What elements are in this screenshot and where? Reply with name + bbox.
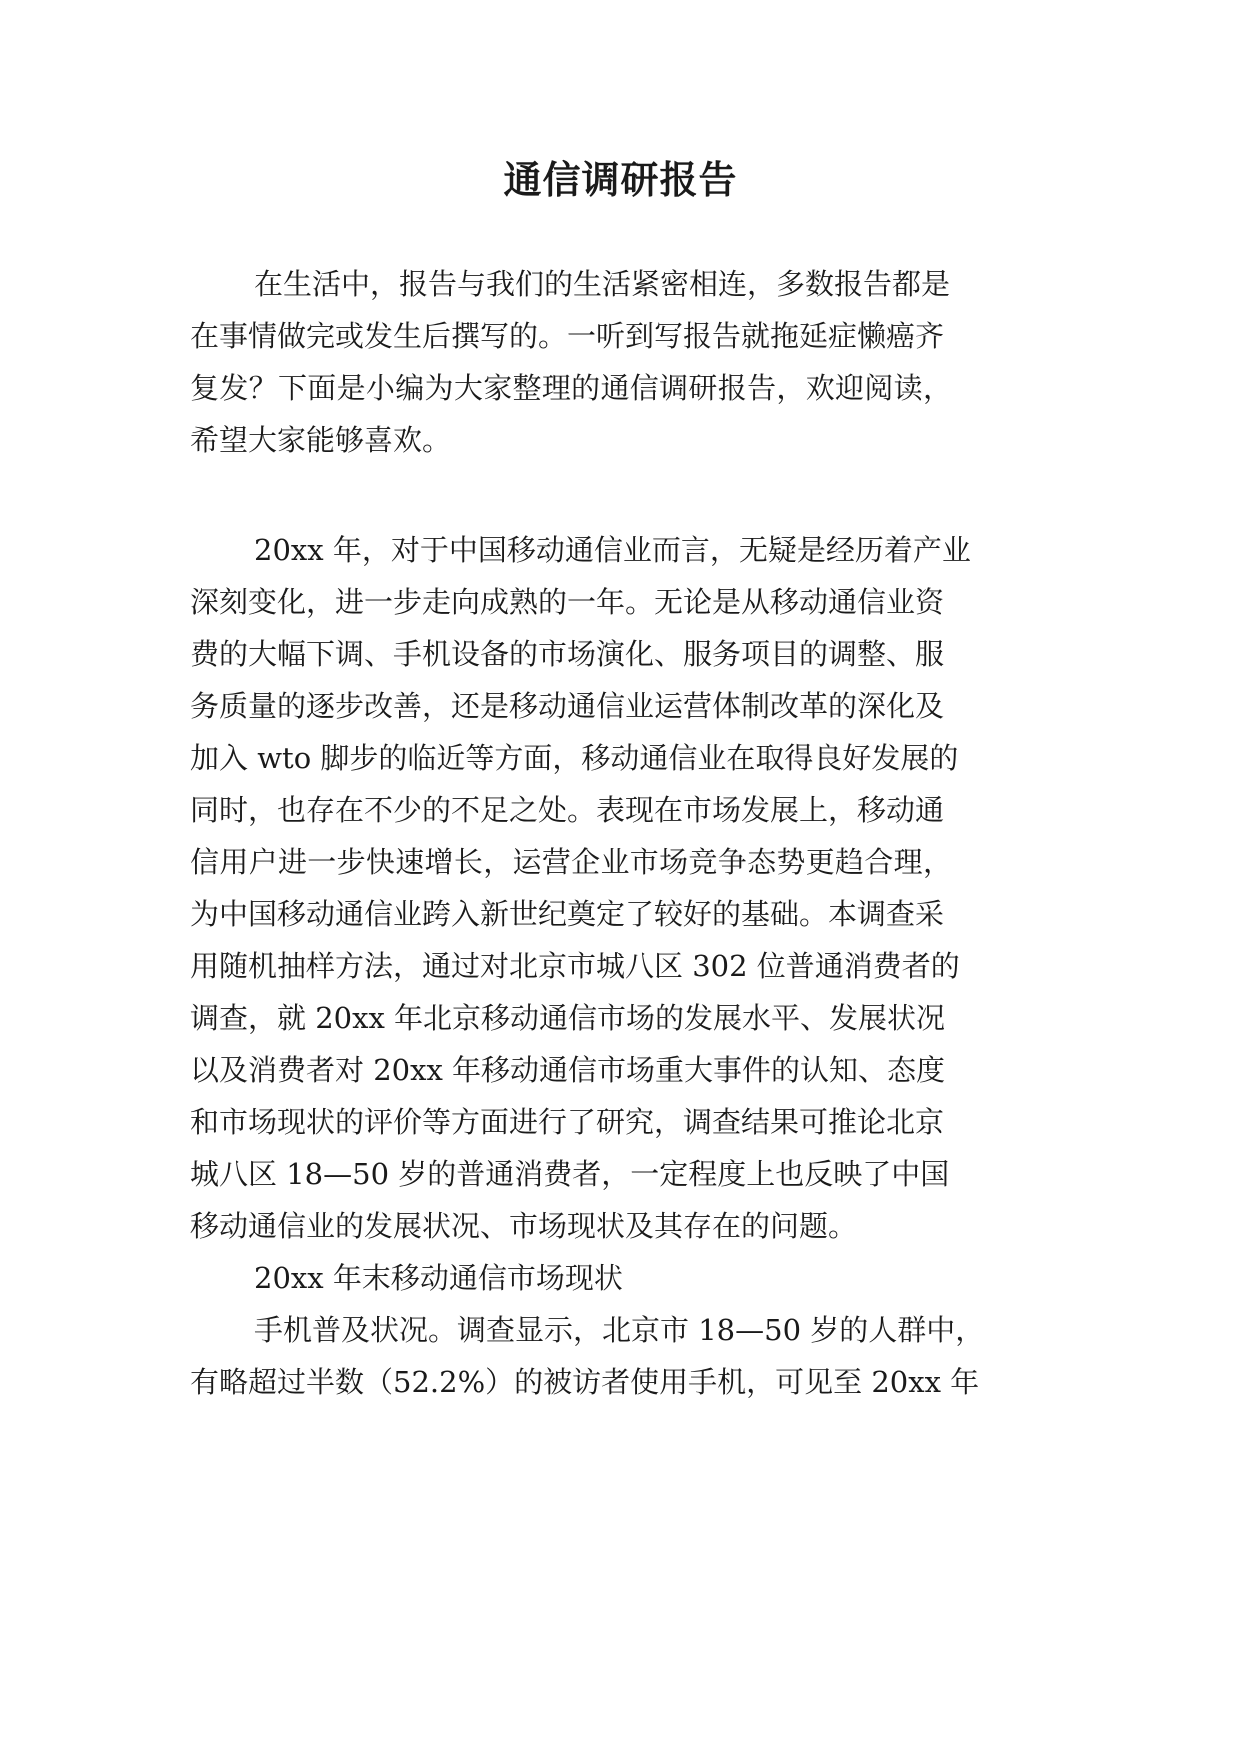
document-title: 通信调研报告 <box>503 158 738 202</box>
paragraph-line: 用随机抽样方法，通过对北京市城八区 302 位普通消费者的 <box>190 949 960 983</box>
paragraph-line: 加入 wto 脚步的临近等方面，移动通信业在取得良好发展的 <box>190 741 959 775</box>
paragraph-line: 在生活中，报告与我们的生活紧密相连，多数报告都是 <box>254 267 951 301</box>
paragraph-line: 调查，就 20xx 年北京移动通信市场的发展水平、发展状况 <box>190 1001 946 1035</box>
paragraph-line: 城八区 18—50 岁的普通消费者，一定程度上也反映了中国 <box>190 1157 950 1191</box>
paragraph-line: 同时，也存在不少的不足之处。表现在市场发展上，移动通 <box>190 793 945 827</box>
paragraph-line: 希望大家能够喜欢。 <box>190 423 452 457</box>
paragraph-line: 手机普及状况。调查显示，北京市 18—50 岁的人群中， <box>254 1313 985 1347</box>
paragraph-line: 复发？下面是小编为大家整理的通信调研报告，欢迎阅读， <box>190 371 952 405</box>
paragraph-line: 深刻变化，进一步走向成熟的一年。无论是从移动通信业资 <box>190 585 945 619</box>
paragraph-line: 为中国移动通信业跨入新世纪奠定了较好的基础。本调查采 <box>190 897 945 931</box>
paragraph-line: 以及消费者对 20xx 年移动通信市场重大事件的认知、态度 <box>190 1053 946 1087</box>
paragraph-line: 费的大幅下调、手机设备的市场演化、服务项目的调整、服 <box>190 637 945 671</box>
paragraph-line: 和市场现状的评价等方面进行了研究，调查结果可推论北京 <box>190 1105 945 1139</box>
paragraph-line: 信用户进一步快速增长，运营企业市场竞争态势更趋合理， <box>190 845 952 879</box>
paragraph-line: 有略超过半数（52.2%）的被访者使用手机，可见至 20xx 年 <box>190 1365 980 1399</box>
paragraph-line: 20xx 年，对于中国移动通信业而言，无疑是经历着产业 <box>254 533 971 567</box>
section-heading: 20xx 年末移动通信市场现状 <box>254 1261 623 1295</box>
paragraph-line: 在事情做完或发生后撰写的。一听到写报告就拖延症懒癌齐 <box>190 319 945 353</box>
paragraph-line: 务质量的逐步改善，还是移动通信业运营体制改革的深化及 <box>190 689 945 723</box>
paragraph-line: 移动通信业的发展状况、市场现状及其存在的问题。 <box>190 1209 858 1243</box>
